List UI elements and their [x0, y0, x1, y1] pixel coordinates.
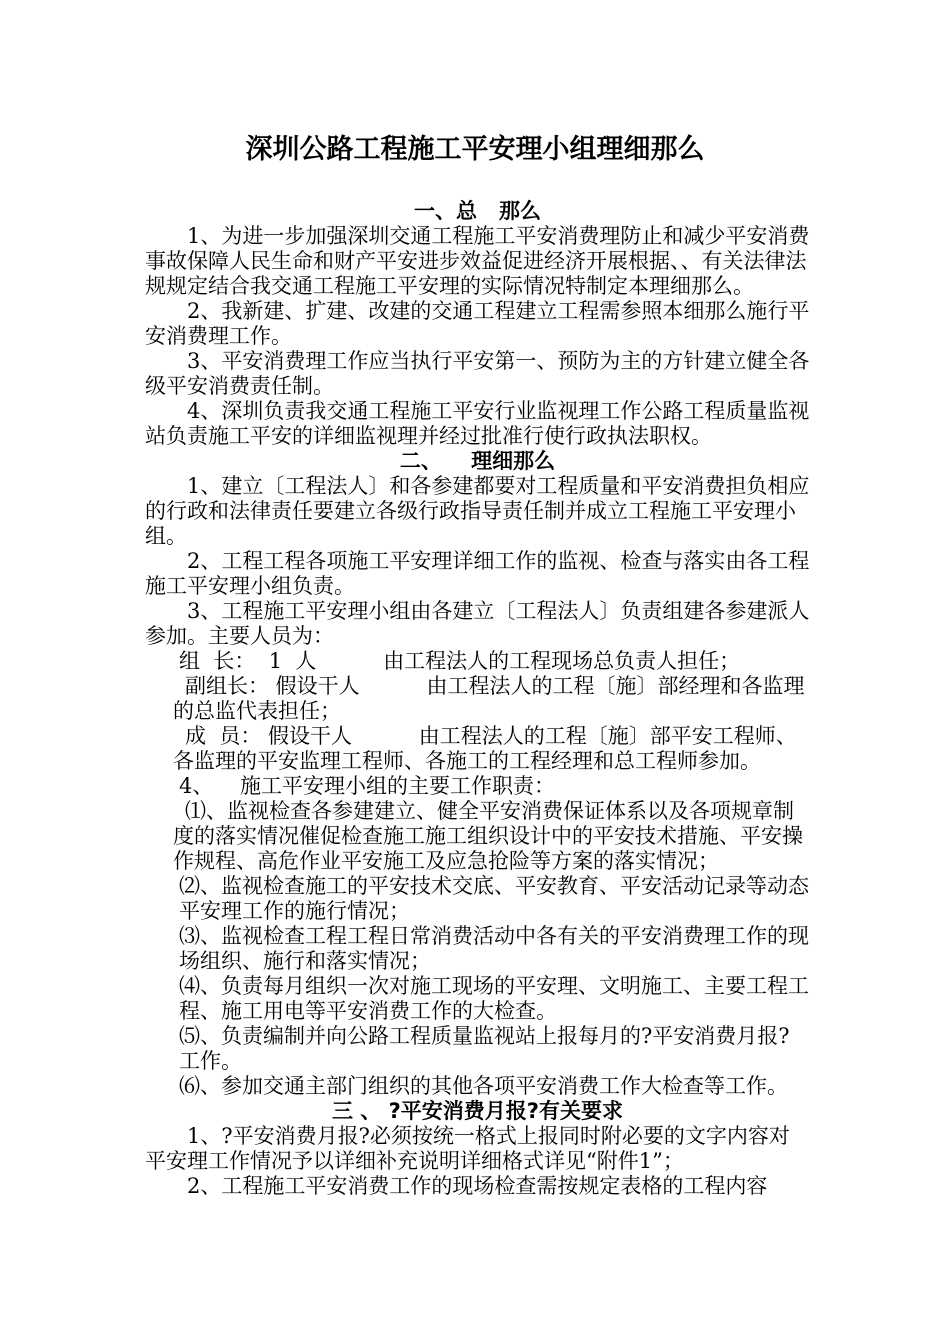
- paragraph: 1、建立〔工程法人〕和各参建都要对工程质量和平安消费担负相应的行政和法律责任要建立各级行政指导责任制并成立工程施工平安理小组。: [145, 474, 810, 548]
- staff-duty: 由工程法人的工程现场总负责人担任；: [383, 649, 741, 673]
- staff-role: 组 长： 1 人: [179, 649, 317, 673]
- paragraph: 2、工程工程各项施工平安理详细工作的监视、检查与落实由各工程施工平安理小组负责。: [145, 549, 810, 598]
- duty-item: ⑸、负责编制并向公路工程质量监视站上报每月的?平安消费月报?工作。: [179, 1024, 790, 1073]
- duty-item: ⑷、负责每月组织一次对施工现场的平安理、文明施工、主要工程工程、施工用电等平安消费工作的大检查。: [179, 974, 809, 1023]
- staff-role: 成 员： 假设干人: [185, 724, 353, 748]
- staff-gap: [360, 674, 427, 698]
- staff-gap: [352, 724, 419, 748]
- paragraph: 4、深圳负责我交通工程施工平安行业监视理工作公路工程质量监视站负责施工平安的详细监视理并经过批准行使行政执法职权。: [145, 399, 810, 448]
- duty-item: ⑵、监视检查施工的平安技术交底、平安教育、平安活动记录等动态平安理工作的施行情况；: [179, 874, 809, 923]
- paragraph: 2、我新建、扩建、改建的交通工程建立工程需参照本细那么施行平安消费理工作。: [145, 299, 810, 348]
- staff-row-leader: [145, 649, 810, 674]
- document-body: [145, 199, 810, 1199]
- duty-item: ⑶、监视检查工程工程日常消费活动中各有关的平安消费理工作的现场组织、施行和落实情况；: [179, 924, 809, 973]
- staff-duty: 由工程法人的工程〔施〕部经理和各监理的总监代表担任；: [173, 674, 805, 723]
- staff-row-deputy: [145, 674, 810, 724]
- paragraph: 1、为进一步加强深圳交通工程施工平安消费理防止和减少平安消费事故保障人民生命和财产平安进步效益促进经济开展根据、、有关法律法规规定结合我交通工程施工平安理的实际情况特制定本理细那么。: [145, 224, 810, 298]
- paragraph: 1、?平安消费月报?必须按统一格式上报同时附必要的文字内容对平安理工作情况予以详细补充说明详细格式详见“附件1”；: [145, 1124, 790, 1173]
- staff-row-member: [145, 724, 810, 774]
- staff-duty: 由工程法人的工程〔施〕部平安工程师、各监理的平安监理工程师、各施工的工程经理和总工程师参加。: [173, 724, 797, 773]
- staff-gap: [316, 649, 383, 673]
- paragraph: 2、工程施工平安消费工作的现场检查需按规定表格的工程内容: [187, 1174, 768, 1198]
- staff-role: 副组长： 假设干人: [185, 674, 360, 698]
- duty-item: ⑹、参加交通主部门组织的其他各项平安消费工作大检查等工作。: [179, 1074, 788, 1098]
- duties-title: 4、 施工平安理小组的主要工作职责：: [179, 774, 556, 798]
- duty-item: ⑴、监视检查各参建建立、健全平安消费保证体系以及各项规章制度的落实情况催促检查施工施工组织设计中的平安技术措施、平安操作规程、高危作业平安施工及应急抢险等方案的落实情况；: [173, 799, 803, 873]
- section-heading: 三 、 ?平安消费月报?有关要求: [332, 1099, 623, 1123]
- section-heading: 二、 理细那么: [399, 449, 556, 473]
- paragraph: 3、平安消费理工作应当执行平安第一、预防为主的方针建立健全各级平安消费责任制。: [145, 349, 810, 398]
- section-heading: 一、总 那么: [414, 199, 541, 223]
- paragraph: 3、工程施工平安理小组由各建立〔工程法人〕负责组建各参建派人参加。主要人员为：: [145, 599, 810, 648]
- document-title: 深圳公路工程施工平安理小组理细那么: [245, 134, 705, 165]
